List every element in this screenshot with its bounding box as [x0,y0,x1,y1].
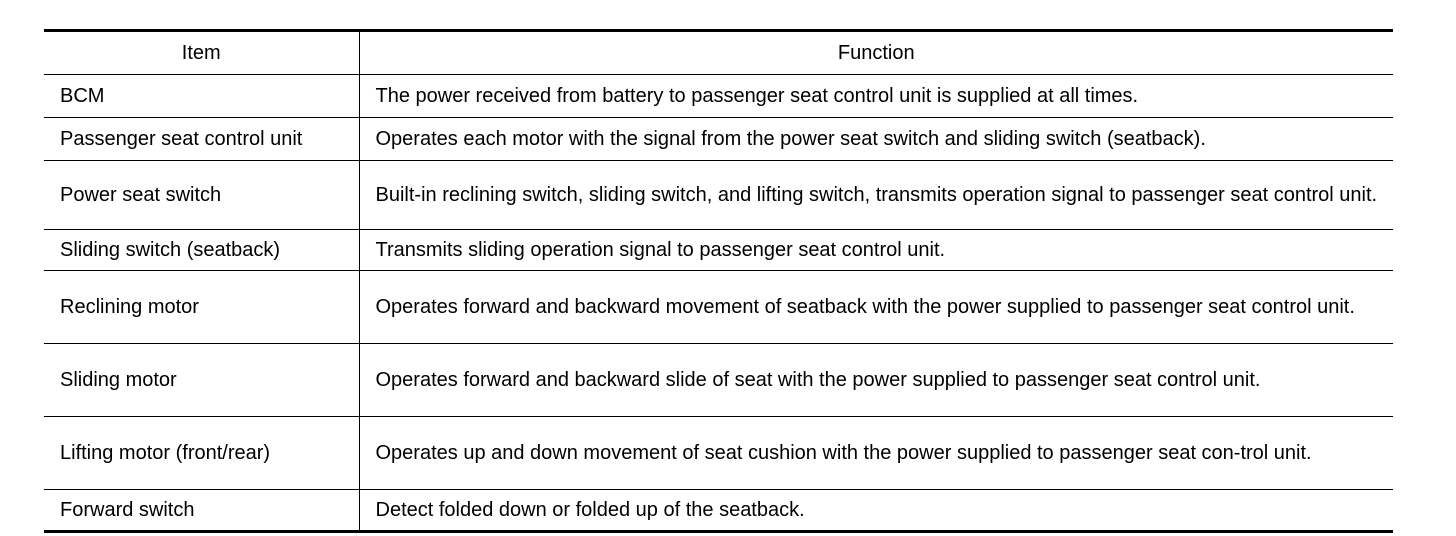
table-row [44,490,1393,532]
row-function: Operates forward and backward movement of seatback with the power supplied to passenger seat control unit. [359,271,1393,344]
row-function: Detect folded down or folded up of the seatback. [359,490,1393,532]
header-item: Item [44,31,359,75]
table-row [44,230,1393,271]
header-row [44,31,1393,75]
table-row [44,161,1393,230]
row-item: Passenger seat control unit [44,118,359,161]
table-header [44,31,1393,75]
row-function: Operates up and down movement of seat cushion with the power supplied to passenger seat con-trol unit. [359,417,1393,490]
row-item: Lifting motor (front/rear) [44,417,359,490]
row-function: Built-in reclining switch, sliding switch, and lifting switch, transmits operation signal to passenger seat control unit. [359,161,1393,230]
row-item: BCM [44,75,359,118]
table-row [44,271,1393,344]
table-row [44,75,1393,118]
component-function-table-container [44,29,1393,533]
table-row [44,344,1393,417]
row-function: Transmits sliding operation signal to passenger seat control unit. [359,230,1393,271]
component-function-table [44,29,1393,533]
row-item: Reclining motor [44,271,359,344]
row-function: Operates forward and backward slide of seat with the power supplied to passenger seat control unit. [359,344,1393,417]
row-function: Operates each motor with the signal from the power seat switch and sliding switch (seatback). [359,118,1393,161]
table-row [44,417,1393,490]
table-body [44,75,1393,532]
table-row [44,118,1393,161]
row-item: Sliding motor [44,344,359,417]
row-item: Power seat switch [44,161,359,230]
header-function: Function [359,31,1393,75]
row-item: Forward switch [44,490,359,532]
row-function: The power received from battery to passenger seat control unit is supplied at all times. [359,75,1393,118]
row-item: Sliding switch (seatback) [44,230,359,271]
